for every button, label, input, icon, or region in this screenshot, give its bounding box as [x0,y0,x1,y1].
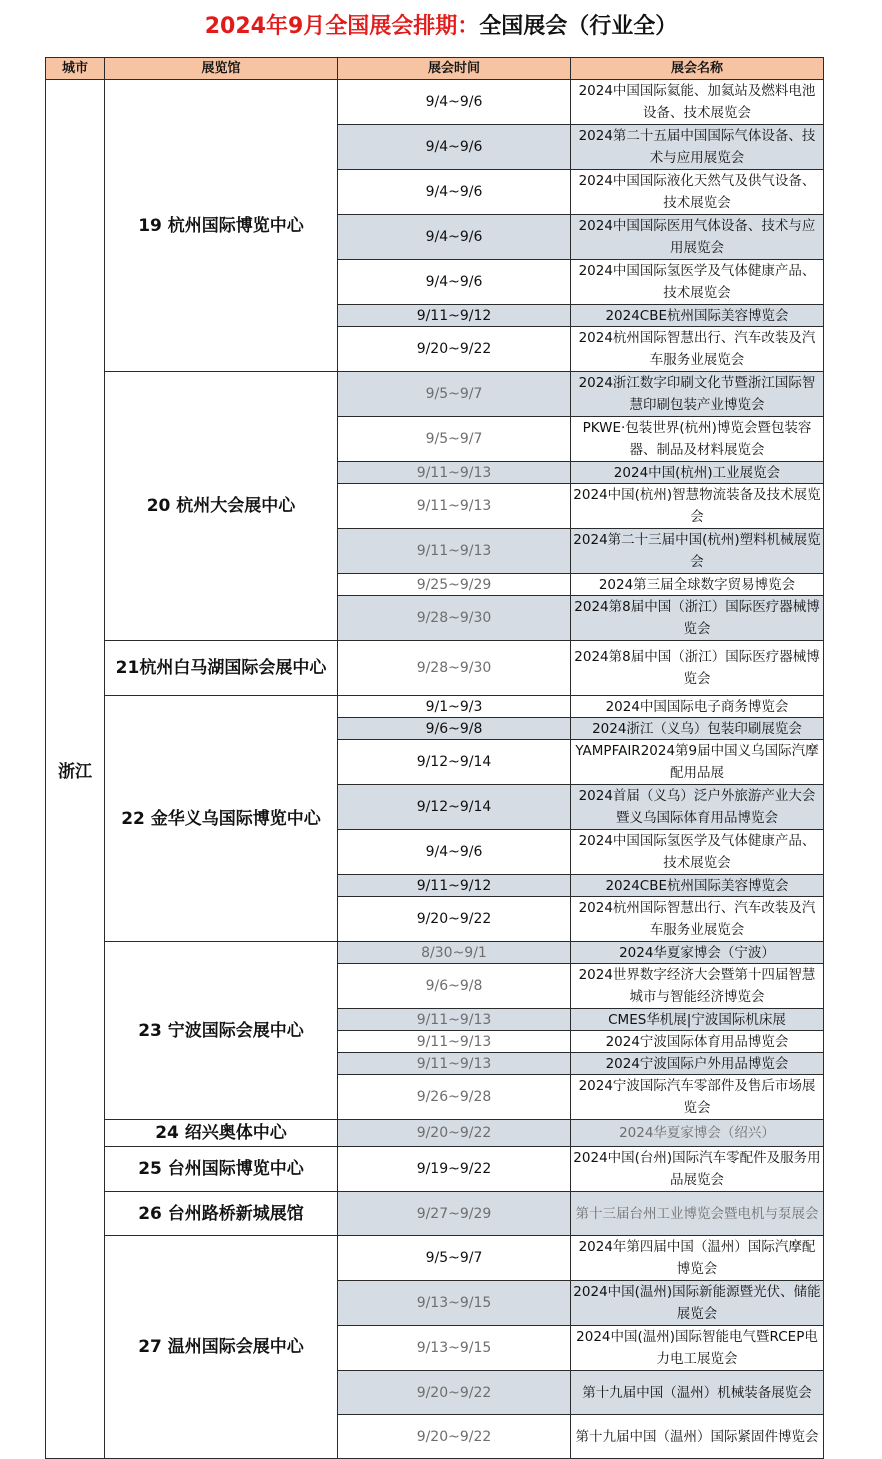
event-name: 2024浙江数字印刷文化节暨浙江国际智慧印刷包装产业博览会 [571,372,824,417]
event-time: 9/28~9/30 [338,596,571,641]
event-name: 2024浙江（义乌）包装印刷展览会 [571,718,824,740]
event-name: 2024宁波国际体育用品博览会 [571,1031,824,1053]
venue-cell: 27 温州国际会展中心 [105,1236,338,1459]
event-name: 2024CBE杭州国际美容博览会 [571,305,824,327]
exhibition-schedule-table [45,57,824,1459]
header-row [46,58,824,80]
event-time: 9/5~9/7 [338,1236,571,1281]
event-name: 2024中国国际医用气体设备、技术与应用展览会 [571,215,824,260]
event-name: 2024杭州国际智慧出行、汽车改装及汽车服务业展览会 [571,897,824,942]
venue-cell: 23 宁波国际会展中心 [105,942,338,1120]
event-time: 9/20~9/22 [338,327,571,372]
event-time: 9/20~9/22 [338,1371,571,1415]
event-time: 9/6~9/8 [338,964,571,1009]
event-name: YAMPFAIR2024第9届中国义乌国际汽摩配用品展 [571,740,824,785]
event-time: 9/4~9/6 [338,215,571,260]
table-row [46,372,824,417]
event-name: 2024中国国际氢医学及气体健康产品、技术展览会 [571,260,824,305]
venue-cell: 25 台州国际博览中心 [105,1147,338,1192]
event-name: 2024中国(杭州)工业展览会 [571,462,824,484]
header-city: 城市 [46,58,105,80]
event-name: 2024宁波国际汽车零部件及售后市场展览会 [571,1075,824,1120]
event-time: 9/20~9/22 [338,897,571,942]
event-time: 9/11~9/12 [338,875,571,897]
event-time: 9/11~9/13 [338,1031,571,1053]
event-name: 第十九届中国（温州）机械装备展览会 [571,1371,824,1415]
event-name: CMES华机展|宁波国际机床展 [571,1009,824,1031]
event-name: 2024杭州国际智慧出行、汽车改装及汽车服务业展览会 [571,327,824,372]
event-time: 9/20~9/22 [338,1120,571,1147]
table-row [46,641,824,696]
event-name: 2024中国(杭州)智慧物流装备及技术展览会 [571,484,824,529]
event-name: 第十三届台州工业博览会暨电机与泵展会 [571,1192,824,1236]
event-name: 2024CBE杭州国际美容博览会 [571,875,824,897]
event-name: 第十九届中国（温州）国际紧固件博览会 [571,1415,824,1459]
event-name: 2024第8届中国（浙江）国际医疗器械博览会 [571,641,824,696]
event-name: 2024年第四届中国（温州）国际汽摩配博览会 [571,1236,824,1281]
event-name: 2024宁波国际户外用品博览会 [571,1053,824,1075]
event-time: 9/11~9/13 [338,529,571,574]
event-name: 2024华夏家博会（绍兴） [571,1120,824,1147]
event-time: 9/4~9/6 [338,830,571,875]
event-name: 2024中国(温州)国际新能源暨光伏、储能展览会 [571,1281,824,1326]
page-title [0,8,882,46]
table-row [46,1192,824,1236]
header-venue: 展览馆 [105,58,338,80]
venue-cell: 21杭州白马湖国际会展中心 [105,641,338,696]
header-time: 展会时间 [338,58,571,80]
event-name: 2024华夏家博会（宁波） [571,942,824,964]
event-name: 2024首届（义乌）泛户外旅游产业大会暨义乌国际体育用品博览会 [571,785,824,830]
event-time: 9/19~9/22 [338,1147,571,1192]
table-row [46,1236,824,1281]
event-name: 2024中国国际氦能、加氦站及燃料电池设备、技术展览会 [571,80,824,125]
event-name: 2024世界数字经济大会暨第十四届智慧城市与智能经济博览会 [571,964,824,1009]
table-row [46,80,824,125]
table-row [46,942,824,964]
event-time: 8/30~9/1 [338,942,571,964]
event-name: 2024第8届中国（浙江）国际医疗器械博览会 [571,596,824,641]
table-row [46,696,824,718]
table-row [46,1120,824,1147]
venue-cell: 20 杭州大会展中心 [105,372,338,641]
event-time: 9/25~9/29 [338,574,571,596]
event-time: 9/28~9/30 [338,641,571,696]
event-time: 9/4~9/6 [338,260,571,305]
event-name: PKWE·包装世界(杭州)博览会暨包装容器、制品及材料展览会 [571,417,824,462]
event-time: 9/20~9/22 [338,1415,571,1459]
event-name: 2024第二十五届中国国际气体设备、技术与应用展览会 [571,125,824,170]
event-time: 9/11~9/13 [338,1009,571,1031]
event-name: 2024第二十三届中国(杭州)塑料机械展览会 [571,529,824,574]
event-time: 9/12~9/14 [338,740,571,785]
event-time: 9/13~9/15 [338,1281,571,1326]
venue-cell: 19 杭州国际博览中心 [105,80,338,372]
event-time: 9/11~9/13 [338,484,571,529]
event-time: 9/11~9/13 [338,462,571,484]
event-time: 9/13~9/15 [338,1326,571,1371]
event-name: 2024中国国际液化天然气及供气设备、技术展览会 [571,170,824,215]
event-time: 9/27~9/29 [338,1192,571,1236]
event-time: 9/4~9/6 [338,170,571,215]
event-time: 9/6~9/8 [338,718,571,740]
event-time: 9/5~9/7 [338,372,571,417]
event-time: 9/5~9/7 [338,417,571,462]
title-black-part: 全国展会（行业全） [479,14,678,39]
event-time: 9/4~9/6 [338,125,571,170]
event-time: 9/26~9/28 [338,1075,571,1120]
title-red-part: 2024年9月全国展会排期： [204,14,480,39]
event-name: 2024第三届全球数字贸易博览会 [571,574,824,596]
event-name: 2024中国国际氢医学及气体健康产品、技术展览会 [571,830,824,875]
venue-cell: 26 台州路桥新城展馆 [105,1192,338,1236]
header-name: 展会名称 [571,58,824,80]
event-time: 9/11~9/12 [338,305,571,327]
event-time: 9/1~9/3 [338,696,571,718]
event-time: 9/11~9/13 [338,1053,571,1075]
event-time: 9/4~9/6 [338,80,571,125]
table-row [46,1147,824,1192]
event-name: 2024中国(台州)国际汽车零配件及服务用品展览会 [571,1147,824,1192]
city-cell: 浙江 [46,80,105,1459]
event-time: 9/12~9/14 [338,785,571,830]
venue-cell: 24 绍兴奥体中心 [105,1120,338,1147]
event-name: 2024中国(温州)国际智能电气暨RCEP电力电工展览会 [571,1326,824,1371]
venue-cell: 22 金华义乌国际博览中心 [105,696,338,942]
event-name: 2024中国国际电子商务博览会 [571,696,824,718]
